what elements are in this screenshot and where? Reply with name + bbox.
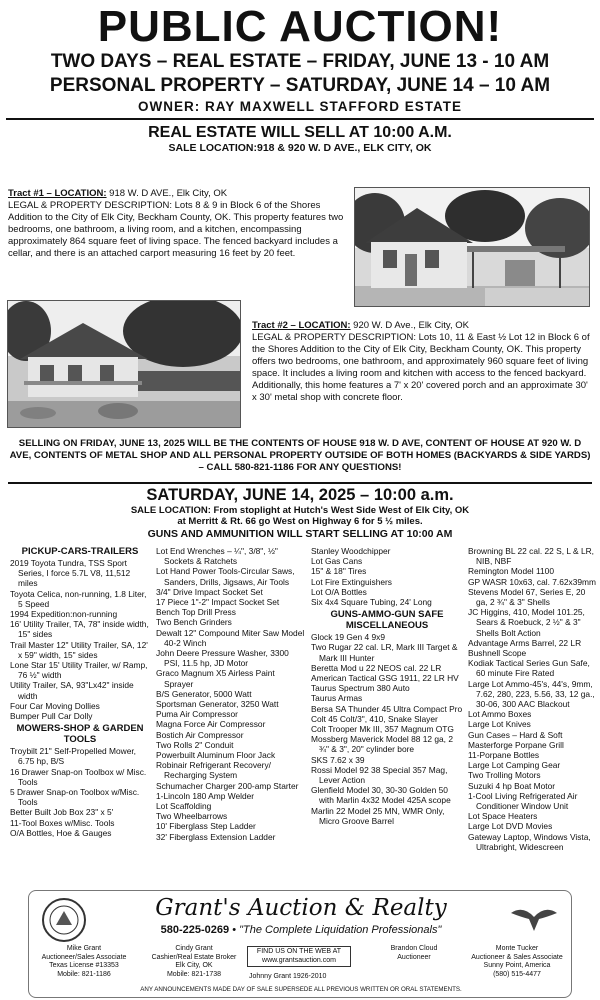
list-item: Lot Scaffolding — [156, 801, 212, 812]
person-mike-grant — [29, 945, 139, 979]
saturday-location: SALE LOCATION: From stoplight at Hutch's West Side West of Elk City, OK — [130, 505, 470, 516]
tract-1 — [8, 188, 348, 260]
list-item: 17 Piece 1"-2" Impact Socket Set — [156, 597, 280, 608]
list-item: Two Bench Grinders — [156, 617, 232, 628]
person-line: Mobile: 821-1186 — [57, 970, 111, 978]
list-item: Bumper Pull Car Dolly — [10, 711, 93, 722]
section-heading: MOWERS-SHOP & GARDEN TOOLS — [16, 723, 144, 746]
list-item: John Deere Pressure Washer, 3300 PSI, 11.5 hp, JD Motor — [156, 648, 289, 669]
brand-name: Grant's Auction & Realty — [155, 895, 447, 921]
list-item: Two Trolling Motors — [468, 770, 541, 781]
list-item: Lot Space Heaters — [468, 811, 538, 822]
list-item: Robinair Refrigerant Recovery/ Recharging System — [156, 760, 271, 781]
list-item: JC Higgins, 410, Model 101.25, Sears & Roebuck, 2 ½" & 3" Shells Bolt Action — [468, 607, 585, 638]
list-item: Utility Trailer, SA, 93"Lx42" inside width — [10, 680, 134, 701]
list-item: Dewalt 12" Compound Miter Saw Model 40-2 Winch — [156, 627, 305, 648]
real-estate-location: SALE LOCATION:918 & 920 W. D AVE., ELK CITY, OK — [168, 142, 432, 154]
list-item: Six 4x4 Square Tubing, 24' Long — [311, 597, 432, 608]
list-item: Glock 19 Gen 4 9x9 — [311, 632, 386, 643]
item-list — [156, 546, 306, 842]
list-item: 11-Tool Boxes w/Misc. Tools — [10, 817, 115, 828]
column-1 — [10, 546, 150, 838]
person-monte-tucker — [461, 945, 573, 979]
list-item: Two Rolls 2" Conduit — [156, 739, 234, 750]
page-title: PUBLIC AUCTION! — [97, 2, 503, 51]
list-item: Browning BL 22 cal. 22 S, L & LR, NIB, NBF — [468, 546, 595, 567]
person-name: Mike Grant — [66, 945, 102, 952]
list-item: Lot Gas Cans — [311, 556, 363, 567]
eagle-icon — [509, 903, 559, 933]
slogan: "The Complete Liquidation Professionals" — [239, 924, 442, 936]
list-item: 1-Lincoln 180 Amp Welder — [156, 790, 255, 801]
dates-line-2: PERSONAL PROPERTY – SATURDAY, JUNE 14 – 10 AM — [49, 75, 551, 96]
tract-2-description: LEGAL & PROPERTY DESCRIPTION: Lots 10, 11 & East ½ Lot 12 in Block 6 of the Shores Addition to the City of Elk City, Beckham County, OK. This property offers two bedrooms, one bathroom, and approximately 960 square feet of living space. It includes a living room and kitchen with access to the fenced backyard. Additionally, this home features a 7' x 20' covered porch and an approximate 30' x 30' metal shop with concrete floor. — [252, 332, 590, 403]
item-list — [311, 632, 463, 826]
list-item: Bersa SA Thunder 45 Ultra Compact Pro — [311, 703, 463, 714]
list-item: 32' Fiberglass Extension Ladder — [156, 831, 276, 842]
tract-1-label: Tract #1 – LOCATION: — [8, 188, 107, 199]
website-link[interactable]: www.grantsauction.com — [262, 956, 336, 964]
website-box[interactable] — [247, 946, 351, 967]
list-item: O/A Bottles, Hoe & Gauges — [10, 827, 112, 838]
disclaimer: ANY ANNOUNCEMENTS MADE DAY OF SALE SUPERSEDE ALL PREVIOUS WRITTEN OR ORAL STATEMENTS. — [140, 986, 462, 993]
list-item: Bushnell Scope — [468, 648, 527, 659]
list-item: Large Lot Ammo-45's, 44's, 9mm, 7.62, 280, 223, 5.56, 33, 12 ga., 30-06, 300 AAC Blackout — [468, 678, 595, 710]
list-item: Colt Trooper Mk III, 357 Magnum OTG — [311, 724, 454, 735]
list-item: Lot Hand Power Tools-Circular Saws, Sanders, Drills, Jigsaws, Air Tools — [156, 566, 295, 587]
list-item: 15" & 18" Tires — [311, 566, 367, 577]
person-line: Auctioneer — [397, 953, 431, 961]
phone-number: 580-225-0269 — [160, 924, 230, 936]
list-item: Lot End Wrenches – ¼", 3/8", ½" Sockets & Ratchets — [156, 546, 278, 567]
list-item: Bostich Air Compressor — [156, 729, 244, 740]
person-name: Cindy Grant — [175, 945, 213, 952]
list-item: Lone Star 15' Utility Trailer, w/ Ramp, 76 ½" width — [10, 660, 148, 681]
guns-start-note: GUNS AND AMMUNITION WILL START SELLING AT 10:00 AM — [147, 528, 453, 540]
friday-selling-note: SELLING ON FRIDAY, JUNE 13, 2025 WILL BE THE CONTENTS OF HOUSE 918 W. D AVE, CONTENT OF HOUSE AT 920 W. D AVE, CONTENTS OF METAL SHOP AND ALL PERSONAL PROPERTY OUTSIDE OF BOTH HOMES (BACKYARDS & SIDE YARDS) – CALL 580-821-1186 FOR ANY QUESTIONS! — [9, 438, 591, 473]
person-name: Brandon Cloud — [390, 945, 438, 952]
list-item: SKS 7.62 x 39 — [311, 754, 365, 765]
column-3 — [311, 546, 463, 826]
list-item: Graco Magnum X5 Airless Paint Sprayer — [156, 668, 275, 689]
list-item: Four Car Moving Dollies — [10, 700, 100, 711]
house-920-photo — [7, 300, 241, 428]
item-list — [311, 546, 463, 607]
item-list — [468, 546, 596, 852]
saturday-section — [0, 486, 600, 541]
column-2 — [156, 546, 306, 842]
list-item: Lot Ammo Boxes — [468, 709, 532, 720]
person-line: Sunny Point, America — [483, 962, 551, 969]
list-item: Toyota Celica, non-running, 1.8 Liter, 5 Speed — [10, 588, 147, 609]
list-item: 16 Drawer Snap-on Toolbox w/ Misc. Tools — [10, 766, 147, 787]
list-item: GP WASR 10x63, cal. 7.62x39mm — [468, 576, 597, 587]
divider — [6, 118, 594, 120]
list-item: Remington Model 1100 — [468, 566, 554, 577]
tract-2 — [252, 320, 592, 404]
item-list — [10, 746, 150, 838]
person-brandon-cloud — [367, 945, 461, 962]
list-item: 2019 Toyota Tundra, TSS Sport Series, I force 5.7L V8, 11,512 miles — [10, 558, 131, 589]
section-heading: GUNS-AMMO-GUN SAFE MISCELLANEOUS — [330, 609, 444, 632]
list-item: Lot Fire Extinguishers — [311, 576, 392, 587]
list-item: Colt 45 Colt/3", 410, Snake Slayer — [311, 713, 438, 724]
list-item: Taurus Spectrum 380 Auto — [311, 683, 410, 694]
list-item: American Tactical GSG 1911, 22 LR HV — [311, 673, 459, 684]
list-item: 3/4" Drive Impact Socket Set — [156, 586, 263, 597]
person-name: Monte Tucker — [495, 945, 539, 952]
list-item: Taurus Armas — [311, 693, 363, 704]
list-item: Large Lot Camping Gear — [468, 760, 561, 771]
list-item: 10' Fiberglass Step Ladder — [156, 821, 256, 832]
separator: • — [229, 924, 240, 936]
list-item: Suzuki 4 hp Boat Motor — [468, 780, 556, 791]
list-item: Puma Air Compressor — [156, 709, 238, 720]
divider — [8, 482, 592, 484]
list-item: 11-Porpane Bottles — [468, 750, 540, 761]
list-item: Better Built Job Box 23" x 5' — [10, 807, 114, 818]
owner-line: OWNER: RAY MAXWELL STAFFORD ESTATE — [138, 99, 462, 114]
list-item: Two Rugar 22 cal. LR, Mark III Target & Mark III Hunter — [311, 642, 458, 663]
list-item: B/S Generator, 5000 Watt — [156, 688, 252, 699]
person-line: Auctioneer/Sales Associate — [41, 953, 127, 961]
person-line: Auctioneer & Sales Associate — [471, 953, 563, 961]
list-item: Gateway Laptop, Windows Vista, Ultrabright, Widescreen — [468, 831, 591, 852]
person-cindy-grant — [141, 945, 247, 979]
dates-line-1: TWO DAYS – REAL ESTATE – FRIDAY, JUNE 13 - 10 AM — [50, 51, 550, 72]
list-item: Large Lot Knives — [468, 719, 531, 730]
list-item: Masterforge Porpane Grill — [468, 739, 564, 750]
list-item: Stanley Woodchipper — [311, 546, 391, 556]
saturday-location-2: at Merritt & Rt. 66 go West on Highway 6 for 5 ½ miles. — [177, 516, 423, 527]
list-item: Stevens Model 67, Series E, 20 ga, 2 ¾" & 3" Shells — [468, 586, 586, 608]
list-item: Powerbuilt Aluminum Floor Jack — [156, 750, 276, 761]
list-item: 1994 Expedition:non-running — [10, 609, 118, 620]
section-heading: PICKUP-CARS-TRAILERS — [21, 546, 139, 557]
list-item: Lot O/A Bottles — [311, 586, 367, 597]
list-item: Marlin 22 Model 25 MN, WMR Only, Micro Groove Barrel — [311, 805, 445, 826]
founder-note: Johnny Grant 1926-2010 — [249, 973, 327, 980]
item-list — [10, 558, 150, 721]
header — [0, 4, 600, 155]
person-line: (580) 515-4477 — [493, 970, 541, 978]
list-item: Beretta Mod u 22 NEOS cal. 22 LR — [311, 662, 442, 673]
tract-2-label: Tract #2 – LOCATION: — [252, 320, 351, 331]
list-item: 1-Cool Living Refrigerated Air Conditioner Window Unit — [468, 790, 578, 812]
list-item: Rossi Model 92 38 Special 357 Mag, Lever Action — [311, 764, 448, 786]
person-line: Elk City, OK — [175, 962, 213, 969]
list-item: Kodiak Tactical Series Gun Safe, 60 minute Fire Rated — [468, 658, 590, 679]
list-item: Gun Cases – Hard & Soft — [468, 729, 563, 740]
house-918-photo — [354, 187, 590, 307]
tract-1-description: LEGAL & PROPERTY DESCRIPTION: Lots 8 & 9 in Block 6 of the Shores Addition to the City of Elk City, Beckham County, OK. This property features two bedrooms, one bathroom, a living room, and a kitchen, encompassing approximately 864 square feet of living space. The fenced backyard includes a cellar, and there is an attached carport measuring 16 feet by 20 feet. — [8, 200, 344, 259]
saturday-heading: SATURDAY, JUNE 14, 2025 – 10:00 a.m. — [146, 486, 454, 504]
person-line: Mobile: 821-1738 — [166, 970, 222, 978]
website-label: FIND US ON THE WEB AT — [256, 948, 342, 955]
list-item: Glenfield Model 30, 30-30 Golden 50 with Marlin 4x32 Model 425A scope — [311, 785, 451, 806]
list-item: Advantage Arms Barrel, 22 LR — [468, 637, 582, 648]
footer-box — [28, 890, 572, 998]
person-line: Texas License #13353 — [49, 962, 119, 969]
phone-row — [29, 923, 573, 937]
list-item: Two Wheelbarrows — [156, 811, 228, 822]
list-item: Sportsman Generator, 3250 Watt — [156, 699, 279, 710]
list-item: Large Lot DVD Movies — [468, 821, 553, 832]
list-item: Magna Force Air Compressor — [156, 719, 266, 730]
list-item: Bench Top Drill Press — [156, 607, 236, 618]
list-item: Troybilt 21" Self-Propelled Mower, 6.75 hp, B/S — [10, 746, 137, 767]
list-item: Trail Master 12" Utility Trailer, SA, 12' x 59" width, 15" sides — [10, 639, 148, 660]
list-item: Schumacher Charger 200-amp Starter — [156, 780, 299, 791]
list-item: 16' Utility Trailer, TA, 78" inside width, 15" sides — [10, 619, 149, 640]
tract-1-address: 918 W. D AVE., Elk City, OK — [106, 188, 228, 199]
real-estate-heading: REAL ESTATE WILL SELL AT 10:00 A.M. — [148, 124, 452, 141]
tract-2-address: 920 W. D Ave., Elk City, OK — [350, 320, 469, 331]
column-4 — [468, 546, 596, 852]
list-item: Mossberg Maverick Model 88 12 ga, 2 ¾" & 3", 20" cylinder bore — [311, 734, 453, 755]
person-line: Cashier/Real Estate Broker — [151, 953, 237, 961]
list-item: 5 Drawer Snap-on Toolbox w/Misc. Tools — [10, 787, 140, 808]
